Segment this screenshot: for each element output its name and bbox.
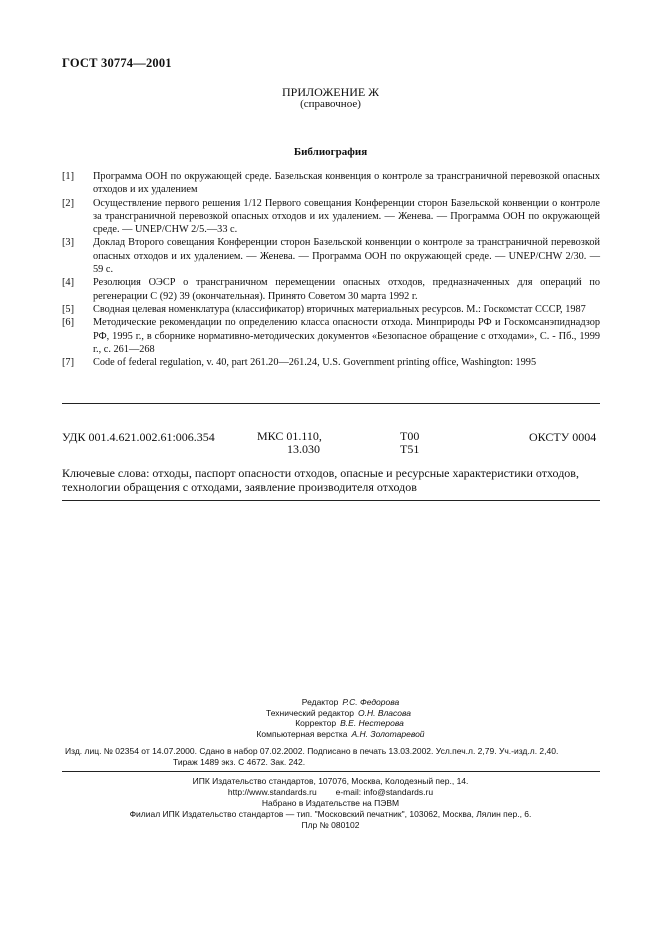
ref-text: Резолюция ОЭСР о трансграничном перемещении опасных отходов, предназначенных для операций по регенерации С (92) 39 (окончательная). Принято Советом 30 марта 1992 г. bbox=[93, 277, 600, 302]
bibliography-item bbox=[62, 170, 600, 197]
publisher-line-3: Набрано в Издательстве на ПЭВМ bbox=[261, 798, 400, 808]
ref-number: [4] bbox=[62, 277, 75, 289]
credit-role: Корректор bbox=[295, 718, 337, 728]
credit-name: В.Е. Нестерова bbox=[340, 718, 404, 728]
mks-line-2: 13.030 bbox=[287, 442, 320, 456]
bibliography-item bbox=[62, 276, 600, 303]
ref-number: [7] bbox=[62, 357, 75, 369]
print-info-line-2: Тираж 1489 экз. С 4672. Зак. 242. bbox=[173, 757, 306, 767]
ref-number: [3] bbox=[62, 237, 75, 249]
keywords: Ключевые слова: отходы, паспорт опасности отходов, опасные и ресурсные характеристики отходов, технологии обращения с отходами, заявление производителя отходов bbox=[62, 466, 579, 494]
ref-text: Программа ООН по окружающей среде. Базельская конвенция о контроле за трансграничной перевозкой опасных отходов и их удалением bbox=[93, 171, 600, 196]
bibliography-item bbox=[62, 316, 600, 356]
ref-number: [6] bbox=[62, 317, 75, 329]
credit-editor bbox=[0, 697, 661, 708]
bibliography-item bbox=[62, 236, 600, 276]
divider bbox=[62, 771, 600, 772]
credits bbox=[0, 697, 661, 739]
publisher-line-2: http://www.standards.ru e-mail: info@standards.ru bbox=[227, 787, 434, 797]
publisher-line-4: Филиал ИПК Издательство стандартов — тип. "Московский печатник", 103062, Москва, Лялин пер., 6. bbox=[129, 809, 532, 819]
credit-layout bbox=[0, 729, 661, 740]
document-code: ГОСТ 30774—2001 bbox=[62, 56, 172, 70]
okstu-code: ОКСТУ 0004 bbox=[529, 430, 597, 444]
credit-corrector bbox=[0, 718, 661, 729]
divider bbox=[62, 500, 600, 501]
ref-text: Осуществление первого решения 1/12 Первого совещания Конференции сторон Базельской конвенции о контроле за трансграничной перевозкой опасных отходов и их удалением. — Женева. — Программа ООН по окружающей среде. — UNEP/CHW 2/5.—33 с. bbox=[93, 197, 600, 236]
bibliography-item bbox=[62, 356, 600, 369]
credit-name: А.Н. Золотаревой bbox=[351, 728, 425, 739]
credit-role: Компьютерная верстка bbox=[256, 728, 348, 739]
bibliography-title: Библиография bbox=[293, 146, 368, 158]
ref-number: [1] bbox=[62, 171, 75, 182]
credit-role: Технический редактор bbox=[266, 707, 354, 718]
t-line-2: Т51 bbox=[400, 442, 420, 456]
credit-role: Редактор bbox=[301, 697, 339, 707]
print-info-line-1: Изд. лиц. № 02354 от 14.07.2000. Сдано в набор 07.02.2002. Подписано в печать 13.03.2002. Усл.печ.л. 2,79. Уч.-изд.л. 2,40. bbox=[65, 746, 559, 756]
credit-name: Р.С. Федорова bbox=[342, 697, 400, 707]
publisher-line-5: Плр № 080102 bbox=[301, 820, 360, 830]
bibliography-item bbox=[62, 197, 600, 237]
mks-line-1: МКС 01.110, bbox=[257, 429, 322, 443]
appendix-title: ПРИЛОЖЕНИЕ Ж bbox=[281, 85, 379, 99]
mks-code bbox=[257, 430, 322, 456]
bibliography-list bbox=[62, 170, 600, 369]
print-info bbox=[65, 746, 601, 768]
t-line-1: Т00 bbox=[400, 429, 420, 443]
publisher-line-1: ИПК Издательство стандартов, 107076, Москва, Колодезный пер., 14. bbox=[192, 776, 469, 786]
udc-code: УДК 001.4.621.002.61:006.354 bbox=[62, 430, 215, 444]
credit-tech-editor bbox=[0, 708, 661, 719]
divider bbox=[62, 403, 600, 404]
t-code bbox=[400, 430, 419, 456]
publisher-info bbox=[0, 776, 661, 831]
ref-text: Code of federal regulation, v. 40, part 261.20—261.24, U.S. Government printing office, Washington: 1995 bbox=[93, 357, 537, 369]
ref-number: [2] bbox=[62, 197, 75, 209]
ref-text: Методические рекомендации по определению класса опасности отхода. Минприроды РФ и Госкомсанэпиднадзор РФ, 1995 г., в сборнике нормативно-методических документов «Безопасное обращение с отходами», С. - Пб., 1999 г., с. 261—268 bbox=[93, 317, 600, 355]
ref-number: [5] bbox=[62, 303, 75, 315]
bibliography-item bbox=[62, 303, 600, 316]
ref-text: Сводная целевая номенклатура (классификатор) вторичных материальных ресурсов. М.: Госкомстат СССР, 1987 bbox=[93, 303, 586, 315]
appendix-subtitle: (справочное) bbox=[300, 98, 361, 110]
ref-text: Доклад Второго совещания Конференции сторон Базельской конвенции о контроле за трансграничной перевозкой опасных отходов и их удалением. — Женева. — Программа ООН по окружающей среде. — UNEP/CHW 2/30. — 59 с. bbox=[93, 237, 600, 276]
credit-name: О.Н. Власова bbox=[357, 707, 411, 718]
